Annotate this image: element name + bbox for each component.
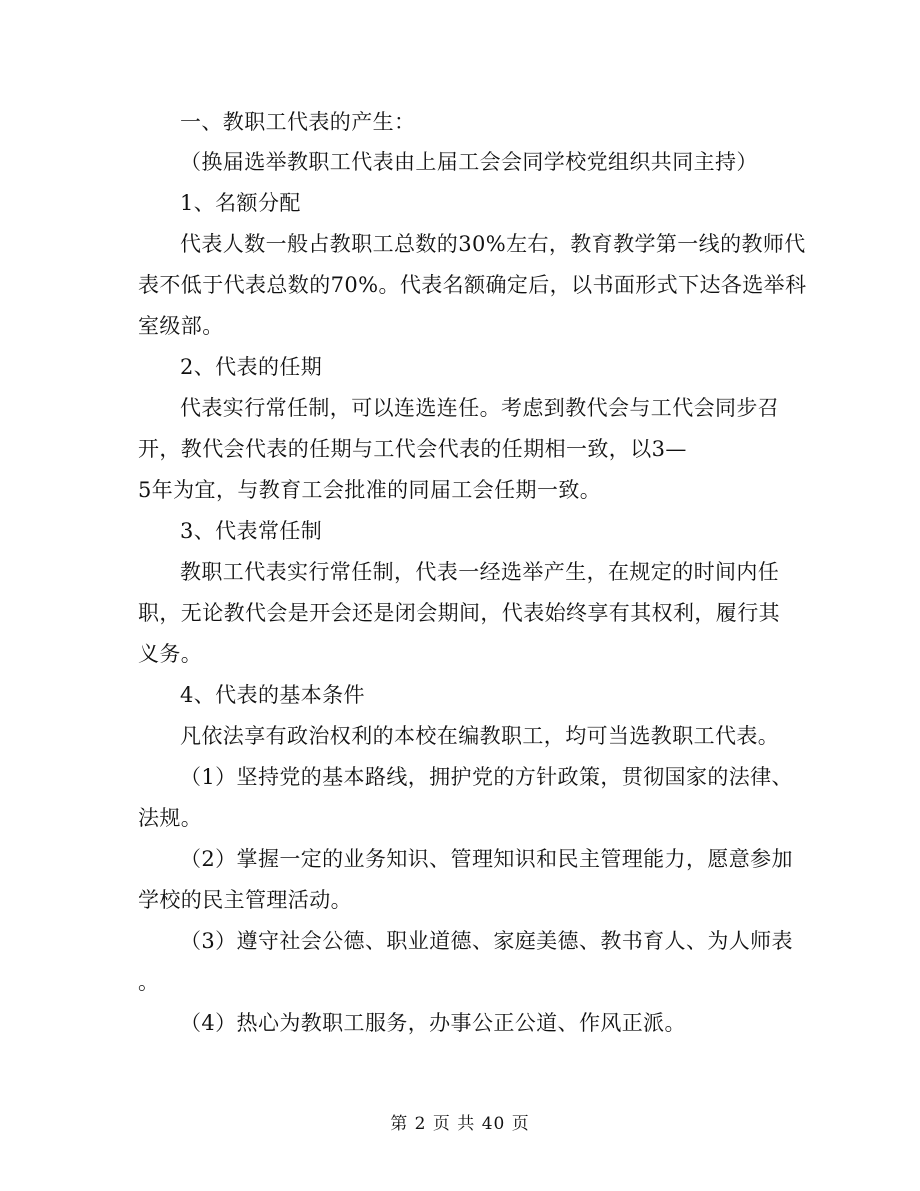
paragraph-line: 。	[138, 970, 160, 994]
list-item-3: （3）遵守社会公德、职业道德、家庭美德、教书育人、为人师表	[180, 929, 793, 953]
paragraph-line: 凡依法享有政治权利的本校在编教职工，均可当选教职工代表。	[180, 724, 780, 748]
paragraph-line: 法规。	[138, 806, 203, 830]
page-number-footer: 第 2 页 共 40 页	[390, 1114, 530, 1134]
paragraph-line: 职，无论教代会是开会还是闭会期间，代表始终享有其权利，履行其	[138, 601, 780, 625]
paragraph-line: 5年为宜，与教育工会批准的同届工会任期一致。	[138, 478, 602, 502]
paragraph-line: 开，教代会代表的任期与工代会代表的任期相一致，以3—	[138, 437, 687, 461]
paragraph-line: 代表实行常任制，可以连选连任。考虑到教代会与工代会同步召	[180, 396, 780, 420]
subheading-term: 2、代表的任期	[180, 355, 323, 379]
paragraph-line: 表不低于代表总数的70%。代表名额确定后，以书面形式下达各选举科	[138, 273, 807, 297]
subheading-quota: 1、名额分配	[180, 191, 301, 215]
paragraph-line: 学校的民主管理活动。	[138, 888, 352, 912]
paragraph-line: 教职工代表实行常任制，代表一经选举产生，在规定的时间内任	[180, 560, 780, 584]
section-heading-1: 一、教职工代表的产生：	[180, 110, 416, 134]
list-item-2: （2）掌握一定的业务知识、管理知识和民主管理能力，愿意参加	[180, 847, 793, 871]
subheading-permanent: 3、代表常任制	[180, 519, 323, 543]
paragraph-line: 室级部。	[138, 314, 224, 338]
paragraph-line: 义务。	[138, 642, 203, 666]
list-item-1: （1）坚持党的基本路线，拥护党的方针政策，贯彻国家的法律、	[180, 765, 793, 789]
list-item-4: （4）热心为教职工服务，办事公正公道、作风正派。	[180, 1011, 686, 1035]
paragraph-line: 代表人数一般占教职工总数的30%左右，教育教学第一线的教师代	[180, 232, 806, 256]
subheading-conditions: 4、代表的基本条件	[180, 683, 365, 707]
paragraph-line: （换届选举教职工代表由上届工会会同学校党组织共同主持）	[180, 150, 758, 174]
